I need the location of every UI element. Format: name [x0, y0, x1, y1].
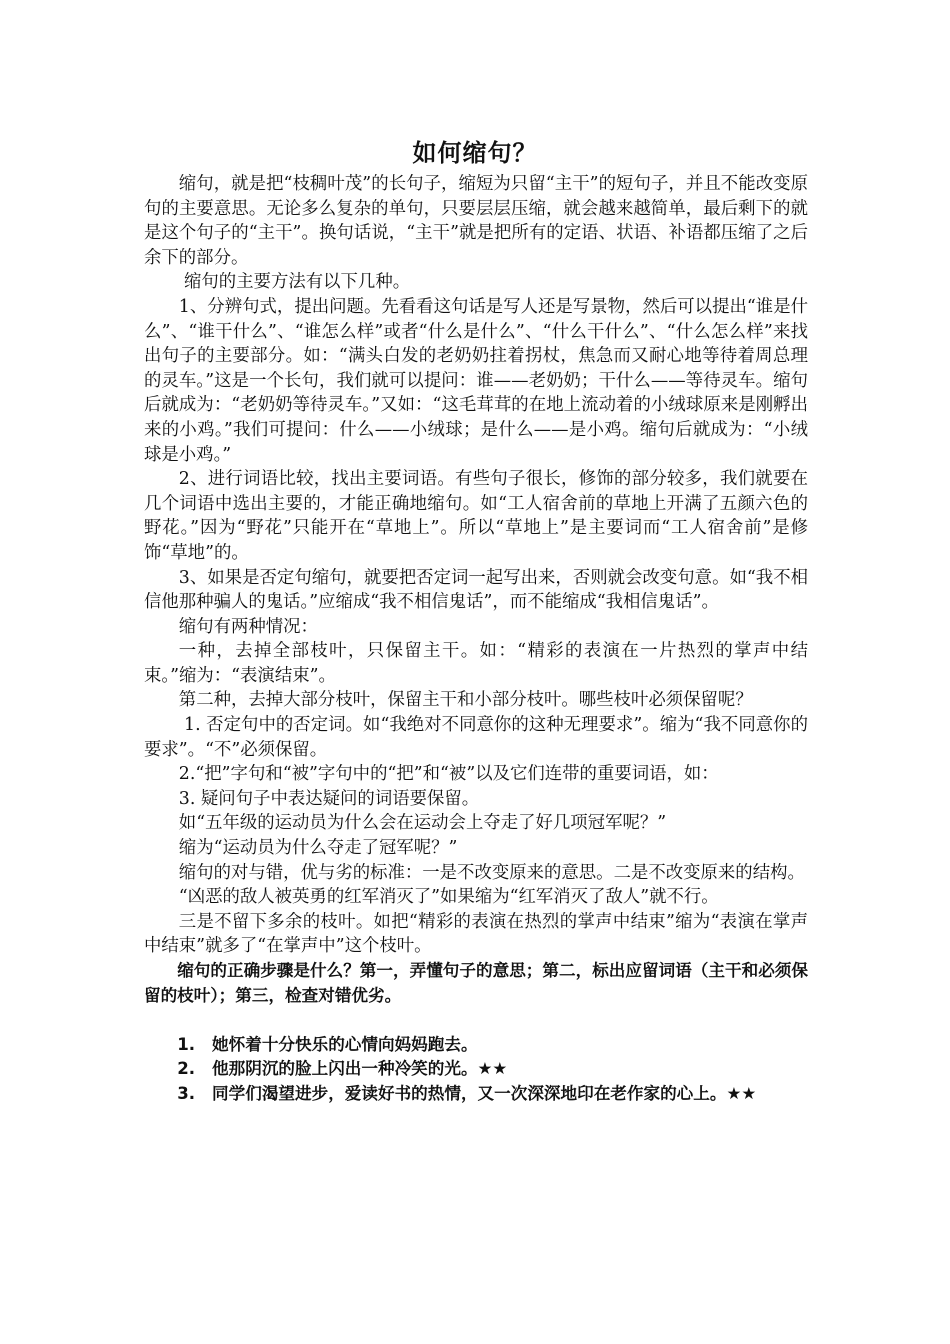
paragraph-keep-question: 3. 疑问句子中表达疑问的词语要保留。: [178, 788, 480, 809]
exercise-text: 他那阴沉的脸上闪出一种冷笑的光。★★: [212, 1059, 508, 1079]
exercise-number: 1.: [177, 1034, 196, 1054]
paragraph-methods-intro: 缩句的主要方法有以下几种。: [184, 272, 411, 293]
blank-line: [144, 1008, 808, 1033]
paragraph-method-1: 1、分辨句式，提出问题。先看看这句话是写人还是写景物，然后可以提出“谁是什么”、“谁干什么”、“谁怎么样”或者“什么是什么”、“什么干什么”、“什么怎么样”来找出句子的主要部分。如：“满头白发的老奶奶拄着拐杖，焦急而又耐心地等待着周总理的灵车。”这是一个长句，我们就可以提问：谁——老奶奶；干什么——等待灵车。缩句后就成为：“老奶奶等待灵车。”又如：“这毛茸茸的在地上流动着的小绒球原来是刚孵出来的小鸡。”我们可提问：什么——小绒球；是什么——是小鸡。缩句后就成为：“小绒球是小鸡。”: [144, 296, 808, 465]
exercise-text: 她怀着十分快乐的心情向妈妈跑去。: [212, 1034, 478, 1054]
exercise-number: 3.: [177, 1083, 196, 1103]
paragraph-standards: 缩句的对与错，优与劣的标准：一是不改变原来的意思。二是不改变原来的结构。: [178, 862, 805, 883]
paragraph-definition: 缩句，就是把“枝稠叶茂”的长句子，缩短为只留“主干”的短句子，并且不能改变原句的主要意思。无论多么复杂的单句，只要层层压缩，就会越来越简单，最后剩下的就是这个句子的“主干”。换句话说，“主干”就是把所有的定语、状语、补语都压缩了之后余下的部分。: [144, 174, 808, 268]
paragraph-two-cases: 缩句有两种情况：: [178, 616, 318, 637]
paragraph-question-example: 如“五年级的运动员为什么会在运动会上夺走了好几项冠军呢？”: [178, 813, 667, 834]
paragraph-correct-steps: 缩句的正确步骤是什么？第一，弄懂句子的意思；第二，标出应留词语（主干和必须保留的枝叶）；第三，检查对错优劣。: [144, 961, 808, 1005]
paragraph-method-2: 2、进行词语比较，找出主要词语。有些句子很长，修饰的部分较多，我们就要在几个词语中选出主要的，才能正确地缩句。如“工人宿舍前的草地上开满了五颜六色的野花。”因为“野花”只能开在“草地上”。所以“草地上”是主要词而“工人宿舍前”是修饰“草地”的。: [144, 469, 808, 563]
exercise-item: [144, 1082, 808, 1107]
exercise-number: 2.: [177, 1059, 196, 1079]
paragraph-no-extra-branches: 三是不留下多余的枝叶。如把“精彩的表演在热烈的掌声中结束”缩为“表演在掌声中结束”就多了“在掌声中”这个枝叶。: [144, 911, 808, 957]
paragraph-method-3: 3、如果是否定句缩句，就要把否定词一起写出来，否则就会改变句意。如“我不相信他那种骗人的鬼话。”应缩成“我不相信鬼话”，而不能缩成“我相信鬼话”。: [144, 567, 808, 613]
paragraph-keep-ba-bei: 2.“把”字句和“被”字句中的“把”和“被”以及它们连带的重要词语，如：: [178, 764, 719, 785]
exercise-text: 同学们渴望进步，爱读好书的热情，又一次深深地印在老作家的心上。★★: [212, 1083, 757, 1103]
document-body: [144, 172, 808, 1107]
paragraph-standard-example: “凶恶的敌人被英勇的红军消灭了”如果缩为“红军消灭了敌人”就不行。: [178, 887, 719, 908]
paragraph-case-2: 第二种，去掉大部分枝叶，保留主干和小部分枝叶。哪些枝叶必须保留呢？: [178, 690, 753, 711]
paragraph-question-result: 缩为“运动员为什么夺走了冠军呢？”: [178, 838, 458, 859]
document-title: 如何缩句？: [412, 139, 538, 167]
paragraph-keep-negation: 1. 否定句中的否定词。如“我绝对不同意你的这种无理要求”。缩为“我不同意你的要求”。“不”必须保留。: [144, 715, 808, 760]
exercise-item: [144, 1057, 808, 1082]
paragraph-case-1: 一种，去掉全部枝叶，只保留主干。如：“精彩的表演在一片热烈的掌声中结束。”缩为：“表演结束”。: [144, 641, 808, 686]
exercise-item: [144, 1033, 808, 1058]
